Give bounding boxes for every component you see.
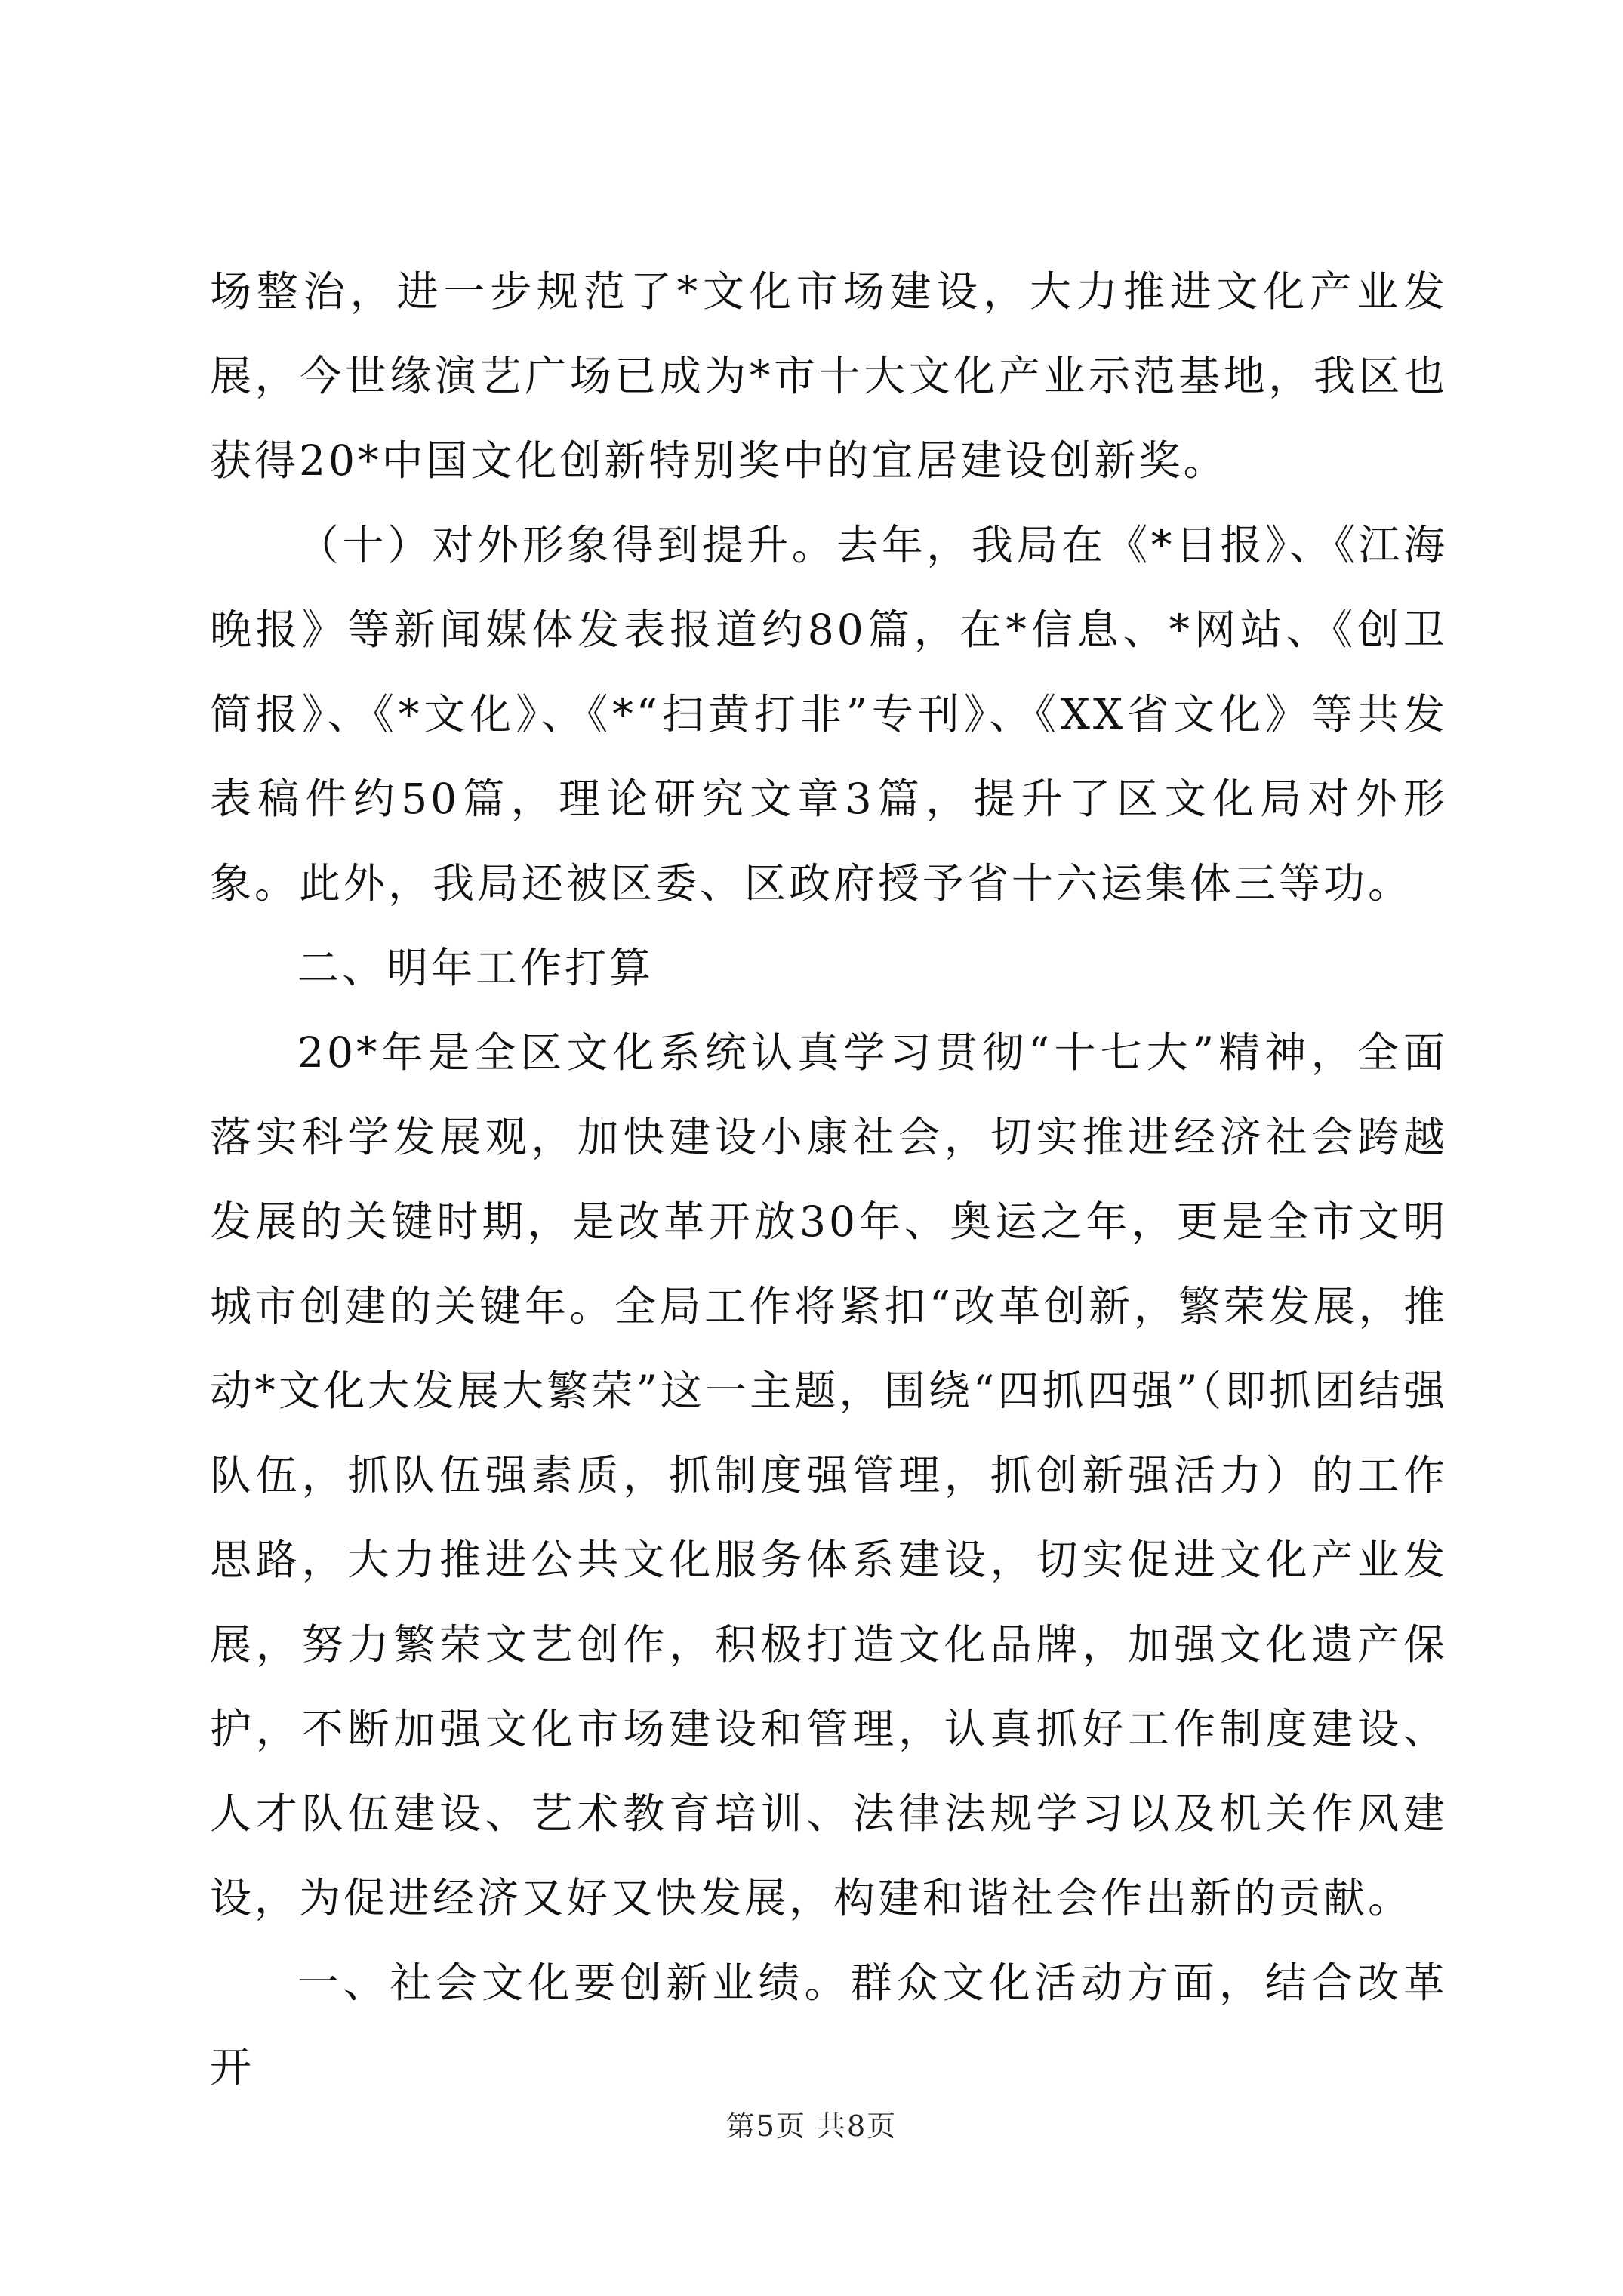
paragraph-market-regulation: 场整治，进一步规范了*文化市场建设，大力推进文化产业发展，今世缘演艺广场已成为*市十大文化产业示范基地，我区也获得20*中国文化创新特别奖中的宜居建设创新奖。 (210, 267, 1448, 485)
page-number-footer: 第5页 共8页 (725, 2110, 898, 2143)
paragraph-work-plan-overview: 20*年是全区文化系统认真学习贯彻“十七大”精神，全面落实科学发展观，加快建设小康社会，切实推进经济社会跨越发展的关键时期，是改革开放30年、奥运之年，更是全市文明城市创建的关键年。全局工作将紧扣“改革创新，繁荣发展，推动*文化大发展大繁荣”这一主题，围绕“四抓四强”（即抓团结强队伍，抓队伍强素质，抓制度强管理，抓创新强活力）的工作思路，大力推进公共文化服务体系建设，切实促进文化产业发展，努力繁荣文艺创作，积极打造文化品牌，加强文化遗产保护，不断加强文化市场建设和管理，认真抓好工作制度建设、人才队伍建设、艺术教育培训、法律法规学习以及机关作风建设，为促进经济又好又快发展，构建和谐社会作出新的贡献。 (210, 1028, 1448, 1922)
paragraph-social-culture: 一、社会文化要创新业绩。群众文化活动方面，结合改革开 (210, 1959, 1448, 2091)
document-body (210, 249, 1448, 2110)
paragraph-external-image: （十）对外形象得到提升。去年，我局在《*日报》、《江海晚报》等新闻媒体发表报道约80篇，在*信息、*网站、《创卫简报》、《*文化》、《*“扫黄打非”专刊》、《XX省文化》等共发表稿件约50篇，理论研究文章3篇，提升了区文化局对外形象。此外，我局还被区委、区政府授予省十六运集体三等功。 (210, 521, 1448, 908)
section-heading-next-year-plan: 二、明年工作打算 (297, 944, 654, 992)
